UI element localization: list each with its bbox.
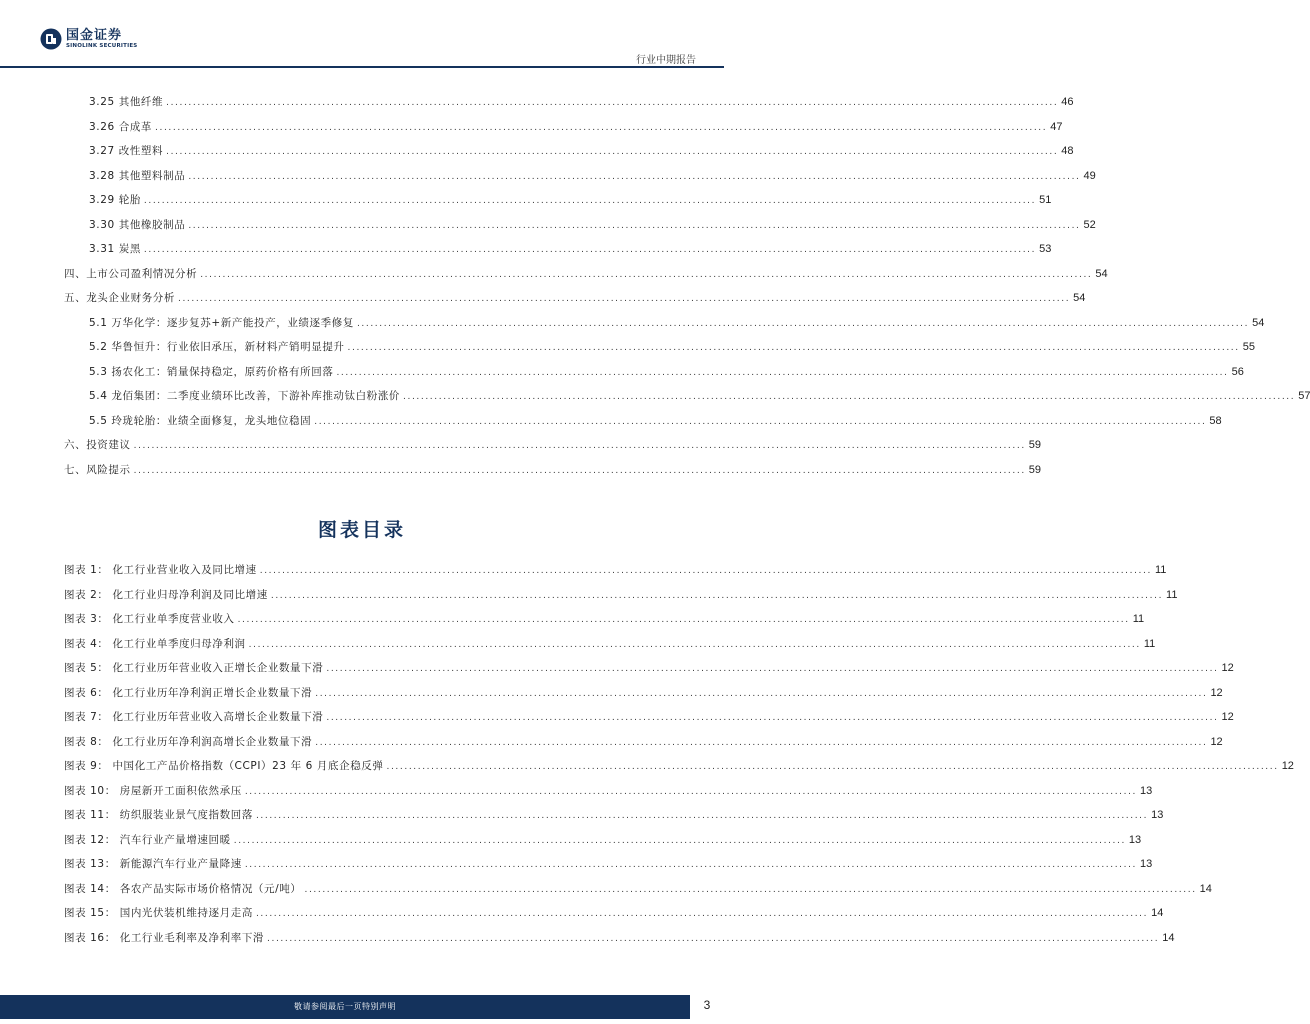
entry-label: 5.5 玲珑轮胎：业绩全面修复，龙头地位稳固 — [89, 414, 312, 427]
toc-entry[interactable] — [89, 168, 1096, 182]
dot-leader: ........................................................................................................................................................................................................ — [133, 441, 1026, 451]
dot-leader: ........................................................................................................................................................................................................ — [255, 811, 1149, 821]
entry-page-number: 14 — [1151, 907, 1164, 919]
footer-disclaimer: 敬请参阅最后一页特别声明 — [294, 1002, 396, 1011]
figures-list-title: 图表目录 — [317, 519, 406, 541]
entry-label: 3.29 轮胎 — [89, 194, 141, 206]
entry-page-number: 59 — [1028, 463, 1042, 476]
dot-leader: ........................................................................................................................................................................................................ — [133, 465, 1026, 476]
entry-page-number: 54 — [1095, 267, 1108, 280]
entry-label: 图表 11： 纺织服装业景气度指数回落 — [64, 809, 253, 821]
dot-leader: ........................................................................................................................................................................................................ — [326, 664, 1219, 674]
entry-label: 图表 7： 化工行业历年营业收入高增长企业数量下滑 — [64, 711, 324, 723]
toc-entry[interactable] — [64, 290, 1086, 304]
dot-leader: ........................................................................................................................................................................................................ — [248, 639, 1141, 650]
dot-leader: ........................................................................................................................................................................................................ — [304, 884, 1197, 895]
dot-leader: ........................................................................................................................................................................................................ — [255, 909, 1149, 919]
document-type: 行业中期报告 — [636, 55, 696, 66]
entry-label: 图表 3： 化工行业单季度营业收入 — [64, 613, 235, 625]
figure-entry[interactable] — [64, 636, 1156, 650]
logo-text-en: SINOLINK SECURITIES — [66, 42, 138, 49]
entry-page-number: 13 — [1151, 809, 1164, 821]
entry-label: 六、投资建议 — [64, 439, 131, 451]
entry-page-number: 58 — [1209, 414, 1222, 427]
dot-leader: ........................................................................................................................................................................................................ — [403, 392, 1296, 402]
entry-page-number: 11 — [1132, 613, 1145, 625]
entry-page-number: 12 — [1210, 735, 1223, 748]
entry-page-number: 57 — [1298, 390, 1310, 402]
figure-entry[interactable] — [64, 685, 1223, 699]
entry-page-number: 55 — [1242, 341, 1255, 353]
figure-entry[interactable] — [64, 881, 1212, 895]
toc-entry[interactable] — [64, 266, 1108, 280]
figure-entry[interactable] — [64, 734, 1223, 748]
toc-entry[interactable] — [64, 437, 1042, 451]
entry-page-number: 13 — [1140, 858, 1153, 870]
toc-entry[interactable] — [89, 217, 1096, 231]
dot-leader: ........................................................................................................................................................................................................ — [233, 835, 1126, 846]
dot-leader: ........................................................................................................................................................................................................ — [178, 294, 1071, 304]
entry-label: 图表 10： 房屋新开工面积依然承压 — [64, 784, 242, 797]
entry-label: 5.4 龙佰集团：二季度业绩环比改善，下游补库推动钛白粉涨价 — [89, 390, 401, 402]
figure-entry[interactable] — [64, 905, 1164, 919]
entry-label: 3.27 改性塑料 — [89, 145, 164, 157]
entry-label: 图表 1： 化工行业营业收入及同比增速 — [64, 564, 257, 576]
entry-page-number: 52 — [1083, 218, 1096, 231]
entry-label: 3.28 其他塑料制品 — [89, 169, 186, 182]
entry-label: 图表 5： 化工行业历年营业收入正增长企业数量下滑 — [64, 662, 324, 674]
dot-leader: ........................................................................................................................................................................................................ — [336, 367, 1229, 378]
entry-page-number: 59 — [1028, 439, 1042, 451]
entry-label: 图表 8： 化工行业历年净利润高增长企业数量下滑 — [64, 735, 313, 748]
dot-leader: ........................................................................................................................................................................................................ — [188, 171, 1081, 182]
entry-page-number: 48 — [1061, 145, 1074, 157]
dot-leader: ........................................................................................................................................................................................................ — [314, 416, 1207, 427]
dot-leader: ........................................................................................................................................................................................................ — [188, 220, 1081, 231]
entry-page-number: 46 — [1061, 96, 1074, 108]
toc-entry[interactable] — [64, 462, 1042, 476]
toc-entry[interactable] — [89, 143, 1074, 157]
entry-page-number: 54 — [1073, 292, 1086, 304]
entry-label: 图表 16： 化工行业毛利率及净利率下滑 — [64, 931, 265, 944]
dot-leader: ........................................................................................................................................................................................................ — [244, 786, 1138, 797]
entry-page-number: 47 — [1050, 120, 1063, 133]
figure-entry[interactable] — [64, 709, 1234, 723]
toc-entry[interactable] — [89, 94, 1074, 108]
dot-leader: ........................................................................................................................................................................................................ — [200, 269, 1093, 280]
header-divider — [0, 66, 724, 68]
figure-entry[interactable] — [64, 783, 1153, 797]
company-logo — [40, 28, 137, 50]
logo-icon — [40, 28, 62, 50]
toc-entry[interactable] — [89, 192, 1052, 206]
toc-entry[interactable] — [89, 315, 1265, 329]
toc-entry[interactable] — [89, 241, 1052, 255]
dot-leader: ........................................................................................................................................................................................................ — [155, 122, 1048, 133]
toc-entry[interactable] — [89, 364, 1244, 378]
entry-page-number: 49 — [1083, 169, 1096, 182]
entry-page-number: 12 — [1210, 686, 1223, 699]
dot-leader: ........................................................................................................................................................................................................ — [267, 933, 1160, 944]
entry-label: 图表 15： 国内光伏装机维持逐月走高 — [64, 907, 253, 919]
entry-page-number: 51 — [1039, 194, 1052, 206]
entry-page-number: 13 — [1140, 784, 1153, 797]
entry-page-number: 14 — [1162, 931, 1175, 944]
entry-page-number: 12 — [1221, 711, 1234, 723]
figure-entry[interactable] — [64, 660, 1234, 674]
dot-leader: ........................................................................................................................................................................................................ — [166, 98, 1059, 108]
entry-label: 图表 2： 化工行业归母净利润及同比增速 — [64, 588, 268, 601]
dot-leader: ........................................................................................................................................................................................................ — [315, 737, 1208, 748]
toc-entry[interactable] — [89, 119, 1063, 133]
dot-leader: ........................................................................................................................................................................................................ — [347, 343, 1240, 353]
entry-label: 3.25 其他纤维 — [89, 96, 164, 108]
dot-leader: ........................................................................................................................................................................................................ — [143, 245, 1037, 255]
dot-leader: ........................................................................................................................................................................................................ — [166, 147, 1059, 157]
entry-label: 5.1 万华化学：逐步复苏+新产能投产，业绩逐季修复 — [89, 316, 354, 329]
toc-entry[interactable] — [89, 413, 1222, 427]
dot-leader: ........................................................................................................................................................................................................ — [356, 318, 1250, 329]
figure-entry[interactable] — [64, 807, 1164, 821]
entry-label: 图表 12： 汽车行业产量增速回暖 — [64, 833, 231, 846]
toc-entry[interactable] — [89, 388, 1310, 402]
dot-leader: ........................................................................................................................................................................................................ — [386, 762, 1279, 772]
entry-page-number: 12 — [1281, 760, 1294, 772]
dot-leader: ........................................................................................................................................................................................................ — [143, 196, 1037, 206]
entry-label: 3.26 合成革 — [89, 120, 153, 133]
figure-entry[interactable] — [64, 832, 1142, 846]
entry-page-number: 13 — [1128, 833, 1142, 846]
entry-label: 5.2 华鲁恒升：行业依旧承压，新材料产销明显提升 — [89, 341, 345, 353]
entry-page-number: 54 — [1252, 316, 1265, 329]
entry-page-number: 11 — [1154, 564, 1167, 576]
entry-page-number: 53 — [1039, 243, 1052, 255]
figure-entry[interactable] — [64, 930, 1175, 944]
logo-text-cn: 国金证券 — [66, 27, 123, 43]
figure-entry[interactable] — [64, 758, 1294, 772]
entry-label: 图表 14： 各农产品实际市场价格情况（元/吨） — [64, 882, 302, 895]
entry-label: 图表 9： 中国化工产品价格指数（CCPI）23 年 6 月底企稳反弹 — [64, 760, 384, 772]
entry-page-number: 56 — [1231, 365, 1244, 378]
entry-page-number: 11 — [1166, 588, 1178, 601]
figure-entry[interactable] — [64, 562, 1167, 576]
dot-leader: ........................................................................................................................................................................................................ — [270, 590, 1164, 601]
entry-label: 5.3 扬农化工：销量保持稳定，原药价格有所回落 — [89, 365, 334, 378]
page-number: 3 — [703, 998, 711, 1012]
dot-leader: ........................................................................................................................................................................................................ — [315, 688, 1208, 699]
entry-label: 图表 13： 新能源汽车行业产量降速 — [64, 858, 242, 870]
dot-leader: ........................................................................................................................................................................................................ — [259, 566, 1152, 576]
entry-label: 3.30 其他橡胶制品 — [89, 218, 186, 231]
entry-label: 七、风险提示 — [64, 463, 131, 476]
entry-label: 图表 4： 化工行业单季度归母净利润 — [64, 637, 246, 650]
entry-label: 3.31 炭黑 — [89, 243, 141, 255]
page-header — [0, 0, 724, 70]
entry-page-number: 12 — [1221, 662, 1234, 674]
figure-entry[interactable] — [64, 856, 1153, 870]
entry-label: 四、上市公司盈利情况分析 — [64, 267, 198, 280]
entry-label: 五、龙头企业财务分析 — [64, 292, 175, 304]
figure-entry[interactable] — [64, 587, 1178, 601]
entry-page-number: 14 — [1199, 882, 1212, 895]
dot-leader: ........................................................................................................................................................................................................ — [326, 713, 1219, 723]
entry-label: 图表 6： 化工行业历年净利润正增长企业数量下滑 — [64, 686, 313, 699]
toc-entry[interactable] — [89, 339, 1255, 353]
entry-page-number: 11 — [1143, 637, 1156, 650]
figure-entry[interactable] — [64, 611, 1145, 625]
dot-leader: ........................................................................................................................................................................................................ — [244, 860, 1138, 870]
dot-leader: ........................................................................................................................................................................................................ — [237, 615, 1130, 625]
